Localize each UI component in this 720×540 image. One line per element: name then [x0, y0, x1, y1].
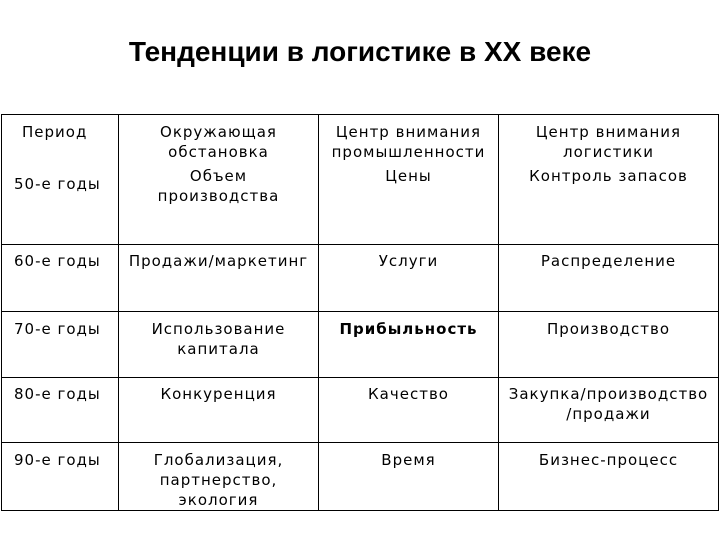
header-logistics-line: Центр внимания — [535, 123, 682, 141]
header-logistics-focus — [499, 115, 719, 167]
cell-line: производства — [157, 187, 280, 205]
header-environment-line: Окружающая — [160, 123, 277, 141]
row-period: 60-е годы — [2, 245, 119, 312]
row-environment — [119, 312, 319, 378]
header-environment-line: обстановка — [168, 143, 269, 161]
header-period — [2, 115, 119, 167]
row-industry-focus: Услуги — [319, 245, 499, 312]
row-environment — [119, 443, 319, 511]
table-row — [2, 443, 719, 511]
cell-line: Распределение — [540, 252, 677, 270]
cell-line: Закупка/производство — [508, 385, 709, 403]
row-period: 80-е годы — [2, 378, 119, 443]
row-period: 70-е годы — [2, 312, 119, 378]
cell-line: Использование — [151, 320, 286, 338]
cell-line: партнерство, — [159, 471, 278, 489]
table-header-row — [2, 115, 719, 167]
table-row — [2, 166, 719, 245]
row-logistics-focus — [499, 378, 719, 443]
row-logistics-focus — [499, 245, 719, 312]
header-logistics-line: логистики — [563, 143, 654, 161]
row-period: 90-е годы — [2, 443, 119, 511]
row-environment — [119, 378, 319, 443]
row-logistics-focus — [499, 166, 719, 245]
table-row — [2, 312, 719, 378]
table-row — [2, 378, 719, 443]
header-industry-line: промышленности — [331, 143, 486, 161]
header-industry-focus — [319, 115, 499, 167]
row-period: 50-е годы — [2, 166, 119, 245]
page-title: Тенденции в логистике в XX веке — [128, 36, 592, 67]
cell-line: Конкуренция — [160, 385, 277, 403]
header-industry-line: Центр внимания — [335, 123, 482, 141]
row-logistics-focus — [499, 312, 719, 378]
cell-line: Глобализация, — [153, 451, 284, 469]
cell-line: экология — [178, 491, 259, 509]
row-logistics-focus — [499, 443, 719, 511]
table-row — [2, 245, 719, 312]
cell-line: Контроль запасов — [529, 167, 688, 185]
row-industry-focus: Прибыльность — [319, 312, 499, 378]
cell-line: Производство — [546, 320, 671, 338]
cell-line: Продажи/маркетинг — [128, 252, 309, 270]
row-environment — [119, 245, 319, 312]
cell-line: Объем — [189, 167, 248, 185]
cell-line: капитала — [177, 340, 260, 358]
header-environment — [119, 115, 319, 167]
cell-line: /продажи — [566, 405, 651, 423]
logistics-trends-table — [1, 114, 719, 511]
row-environment — [119, 166, 319, 245]
cell-line: Бизнес-процесс — [538, 451, 679, 469]
row-industry-focus: Время — [319, 443, 499, 511]
header-period-label: Период — [22, 123, 88, 141]
row-industry-focus: Качество — [319, 378, 499, 443]
row-industry-focus: Цены — [319, 166, 499, 245]
